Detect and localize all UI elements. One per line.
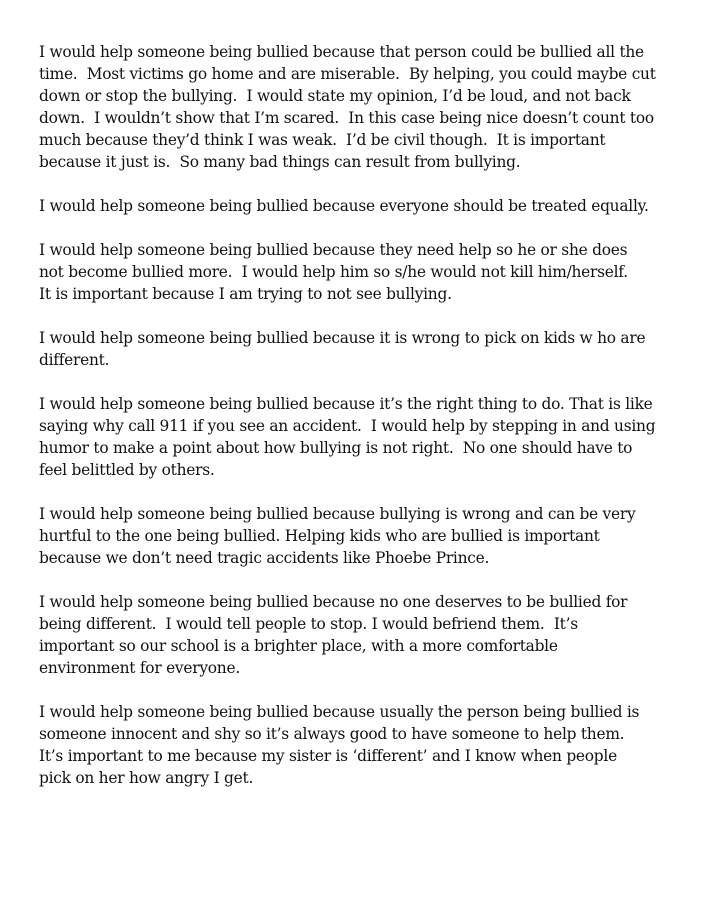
response-paragraph-1: I would help someone being bullied because that person could be bullied all the time. Most victims go home and are miserable. By helping, you could maybe cut down or stop the bullying. I would state my opinion, I’d be loud, and not back down. I wouldn’t show that I’m scared. In this case being nice doesn’t count too much because they’d think I was weak. I’d be civil though. It is important because it just is. So many bad things can result from bullying.: [39, 43, 656, 171]
response-paragraph-7: I would help someone being bullied because no one deserves to be bullied for being different. I would tell people to stop. I would befriend them. It’s important so our school is a brighter place, with a more comfortable environment for everyone.: [39, 593, 628, 677]
response-paragraph-2: I would help someone being bullied because everyone should be treated equally.: [39, 197, 649, 215]
response-paragraph-3: I would help someone being bullied because they need help so he or she does not become bullied more. I would help him so s/he would not kill him/herself. It is important because I am trying to not see bullying.: [39, 241, 628, 303]
response-paragraph-5: I would help someone being bullied because it’s the right thing to do. That is like saying why call 911 if you see an accident. I would help by stepping in and using humor to make a point about how bullying is not right. No one should have to feel belittled by others.: [39, 395, 656, 479]
response-paragraph-6: I would help someone being bullied because bullying is wrong and can be very hurtful to the one being bullied. Helping kids who are bullied is important because we don’t need tragic accidents like Phoebe Prince.: [39, 505, 636, 567]
response-paragraph-8: I would help someone being bullied because usually the person being bullied is someone innocent and shy so it’s always good to have someone to help them. It’s important to me because my sister is ‘different’ and I know when people pick on her how angry I get.: [39, 703, 640, 787]
document-body: [39, 41, 689, 811]
response-paragraph-4: I would help someone being bullied because it is wrong to pick on kids w ho are different.: [39, 329, 646, 369]
